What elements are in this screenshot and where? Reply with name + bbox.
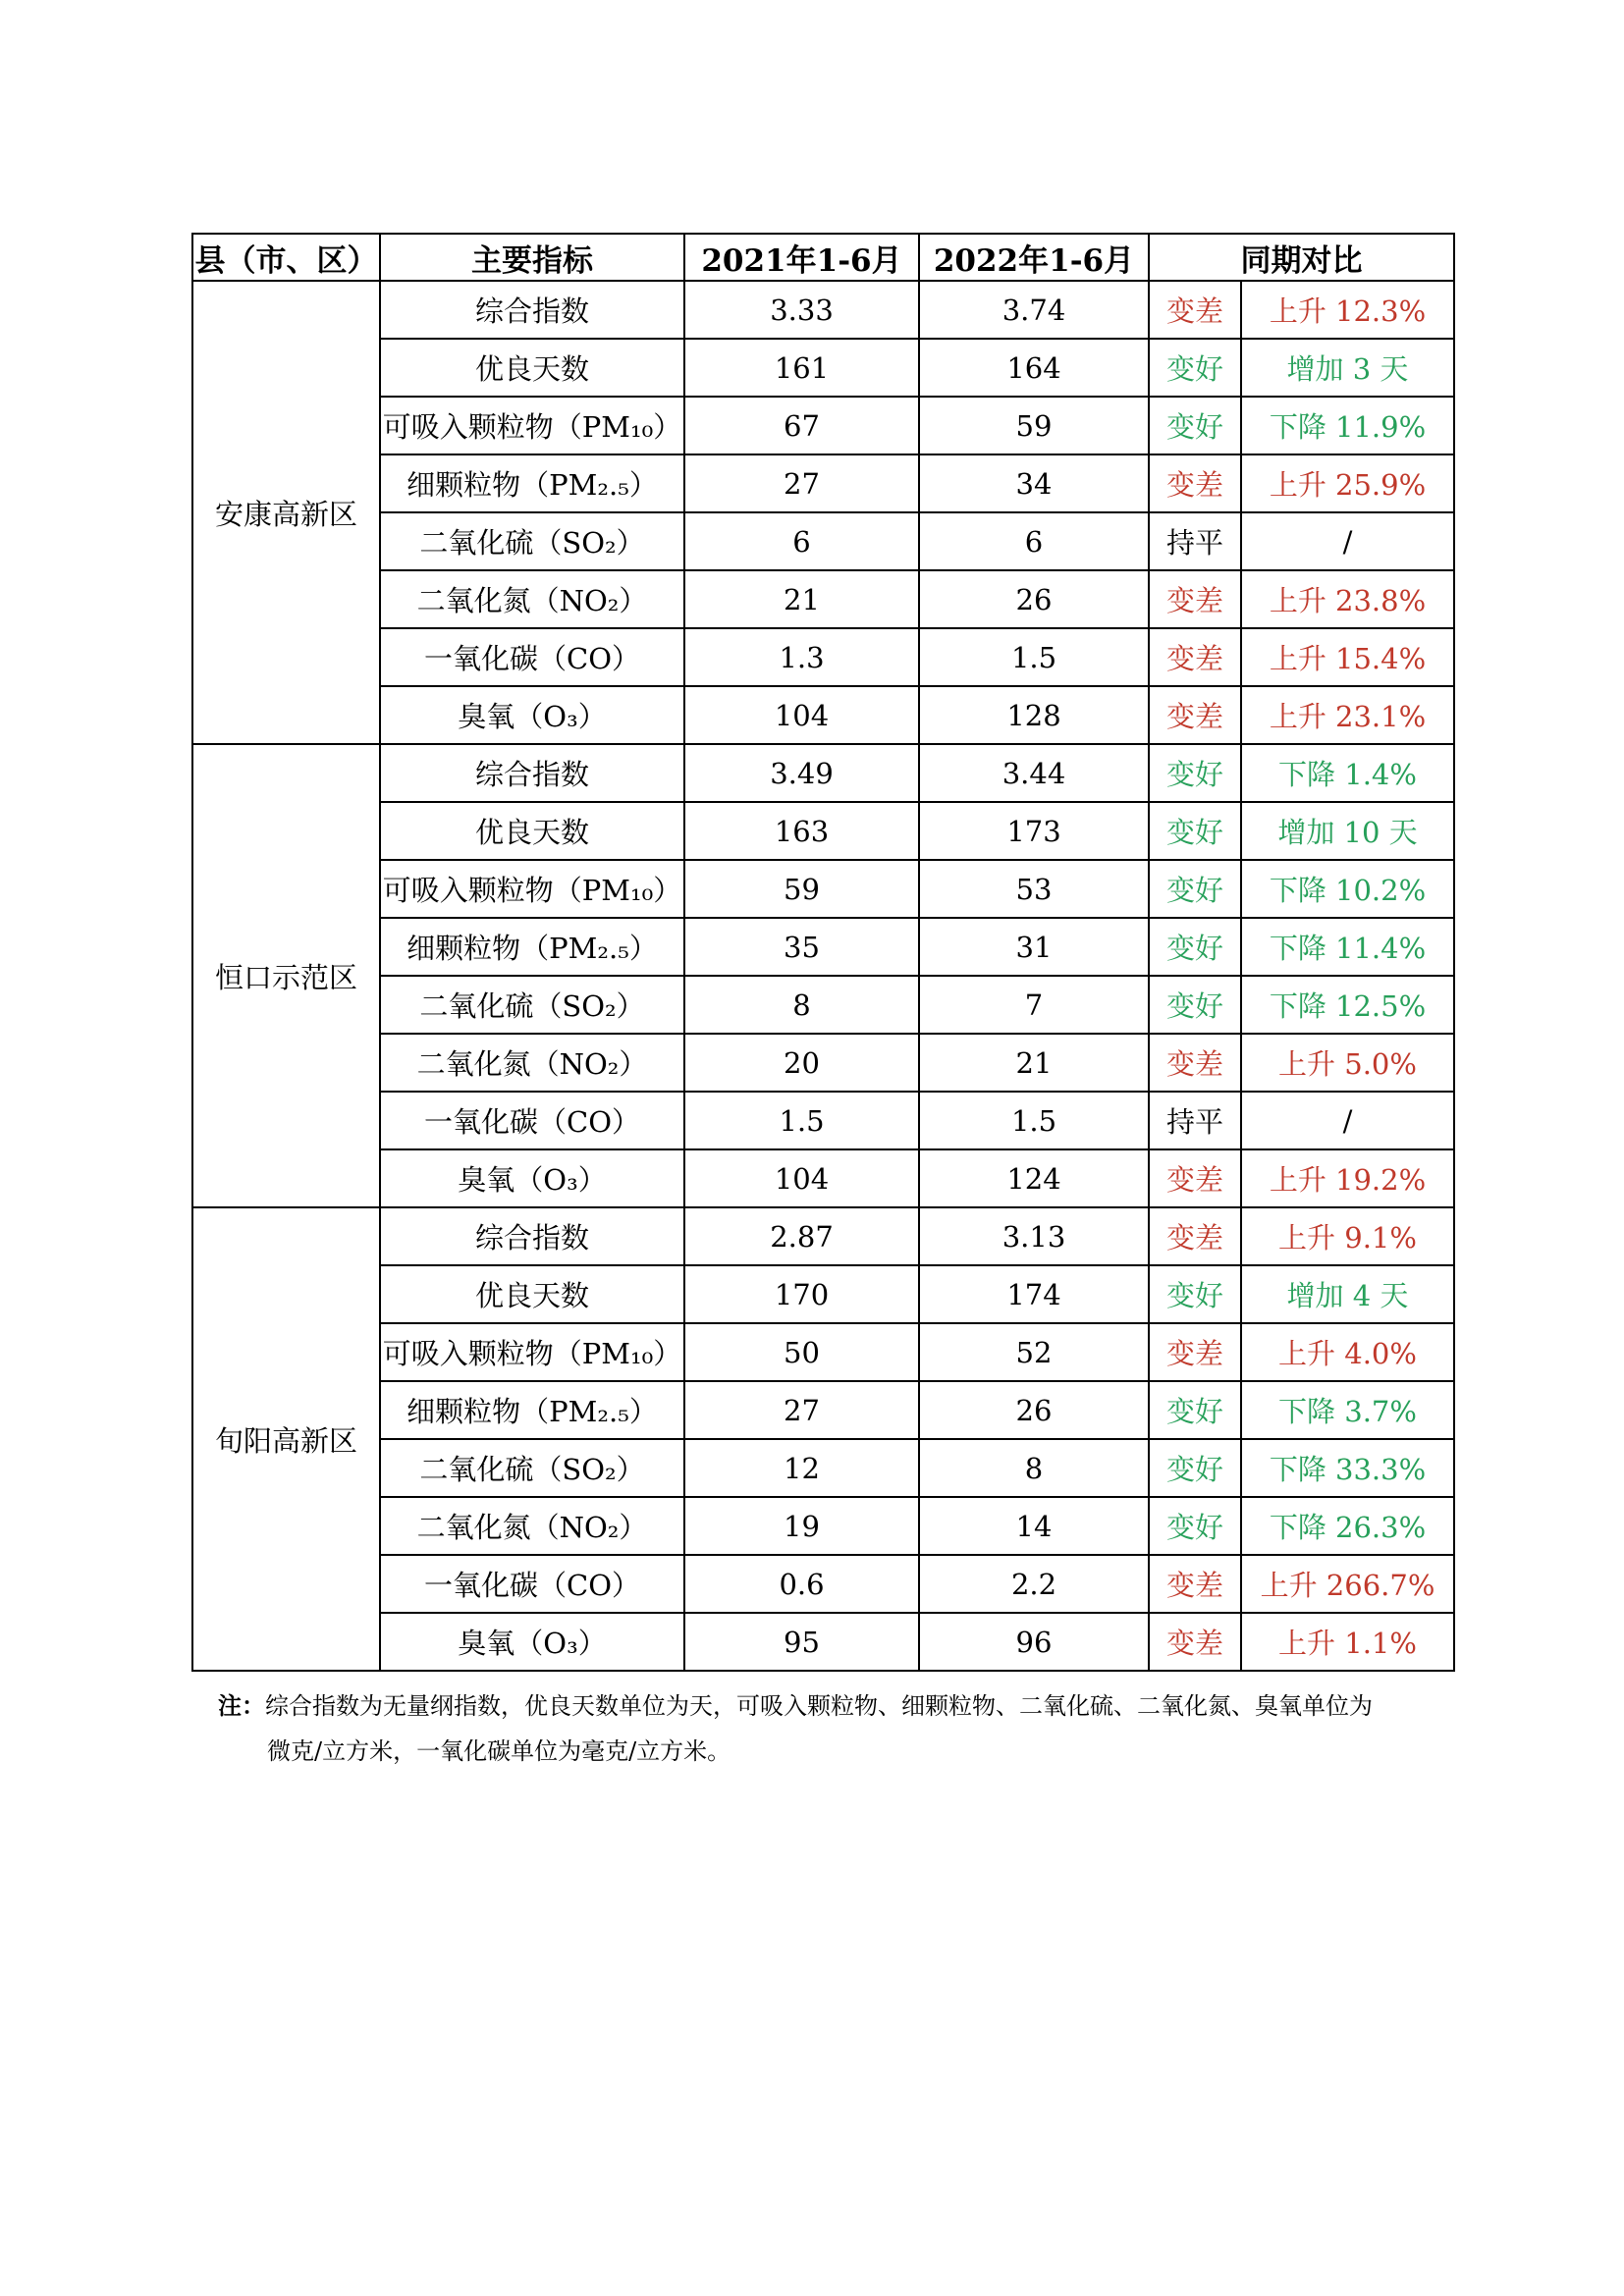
indicator-name: 细颗粒物（PM₂.₅）	[380, 1381, 684, 1439]
indicator-name: 臭氧（O₃）	[380, 1613, 684, 1671]
indicator-name: 一氧化碳（CO）	[380, 1555, 684, 1613]
value-2022: 34	[919, 454, 1149, 512]
header-comparison: 同期对比	[1149, 234, 1454, 281]
trend-label: 变差	[1149, 1323, 1241, 1381]
indicator-name: 二氧化氮（NO₂）	[380, 570, 684, 628]
region-name: 安康高新区	[192, 281, 380, 744]
trend-label: 变好	[1149, 339, 1241, 397]
header-region: 县（市、区）	[192, 234, 380, 281]
value-2022: 3.44	[919, 744, 1149, 802]
change-value: 增加 10 天	[1241, 802, 1454, 860]
footnote-line-1	[218, 1683, 1435, 1729]
trend-label: 变好	[1149, 1265, 1241, 1323]
table-row	[192, 339, 1454, 397]
change-value: 上升 23.8%	[1241, 570, 1454, 628]
trend-label: 变差	[1149, 1555, 1241, 1613]
trend-label: 变差	[1149, 1149, 1241, 1207]
value-2022: 21	[919, 1034, 1149, 1092]
trend-label: 变好	[1149, 918, 1241, 976]
indicator-name: 综合指数	[380, 281, 684, 339]
trend-label: 变差	[1149, 1034, 1241, 1092]
table-row	[192, 1149, 1454, 1207]
value-2021: 21	[684, 570, 919, 628]
indicator-name: 可吸入颗粒物（PM₁₀）	[380, 1323, 684, 1381]
value-2021: 50	[684, 1323, 919, 1381]
header-2021: 2021年1-6月	[684, 234, 919, 281]
trend-label: 变差	[1149, 570, 1241, 628]
indicator-name: 臭氧（O₃）	[380, 1149, 684, 1207]
indicator-name: 可吸入颗粒物（PM₁₀）	[380, 860, 684, 918]
trend-label: 变好	[1149, 1381, 1241, 1439]
indicator-name: 二氧化硫（SO₂）	[380, 512, 684, 570]
table-row	[192, 1323, 1454, 1381]
change-value: 上升 19.2%	[1241, 1149, 1454, 1207]
value-2021: 27	[684, 1381, 919, 1439]
trend-label: 变好	[1149, 744, 1241, 802]
table-row	[192, 860, 1454, 918]
footnote-label: 注：	[218, 1691, 265, 1720]
indicator-name: 综合指数	[380, 1207, 684, 1265]
value-2021: 2.87	[684, 1207, 919, 1265]
trend-label: 变好	[1149, 976, 1241, 1034]
change-value: 下降 3.7%	[1241, 1381, 1454, 1439]
change-value: 下降 1.4%	[1241, 744, 1454, 802]
table-row	[192, 628, 1454, 686]
table-row	[192, 1439, 1454, 1497]
indicator-name: 二氧化氮（NO₂）	[380, 1497, 684, 1555]
value-2022: 7	[919, 976, 1149, 1034]
table-row	[192, 1497, 1454, 1555]
indicator-name: 优良天数	[380, 802, 684, 860]
value-2021: 1.3	[684, 628, 919, 686]
table-row	[192, 802, 1454, 860]
value-2022: 3.74	[919, 281, 1149, 339]
change-value: 下降 12.5%	[1241, 976, 1454, 1034]
change-value: 上升 9.1%	[1241, 1207, 1454, 1265]
table-row	[192, 1381, 1454, 1439]
table-row	[192, 1092, 1454, 1149]
trend-label: 变好	[1149, 1497, 1241, 1555]
change-value: 上升 23.1%	[1241, 686, 1454, 744]
table-row	[192, 454, 1454, 512]
indicator-name: 二氧化氮（NO₂）	[380, 1034, 684, 1092]
region-name: 恒口示范区	[192, 744, 380, 1207]
change-value: 上升 1.1%	[1241, 1613, 1454, 1671]
indicator-name: 一氧化碳（CO）	[380, 628, 684, 686]
value-2021: 19	[684, 1497, 919, 1555]
trend-label: 变差	[1149, 454, 1241, 512]
table-body	[192, 281, 1454, 1671]
value-2021: 0.6	[684, 1555, 919, 1613]
indicator-name: 一氧化碳（CO）	[380, 1092, 684, 1149]
value-2021: 67	[684, 397, 919, 454]
trend-label: 变好	[1149, 802, 1241, 860]
change-value: 上升 12.3%	[1241, 281, 1454, 339]
value-2022: 128	[919, 686, 1149, 744]
table-row	[192, 1207, 1454, 1265]
change-value: 下降 33.3%	[1241, 1439, 1454, 1497]
trend-label: 变差	[1149, 1207, 1241, 1265]
value-2021: 3.49	[684, 744, 919, 802]
indicator-name: 优良天数	[380, 1265, 684, 1323]
change-value: 下降 26.3%	[1241, 1497, 1454, 1555]
trend-label: 变好	[1149, 860, 1241, 918]
value-2022: 174	[919, 1265, 1149, 1323]
value-2021: 163	[684, 802, 919, 860]
value-2022: 96	[919, 1613, 1149, 1671]
value-2022: 8	[919, 1439, 1149, 1497]
value-2021: 6	[684, 512, 919, 570]
value-2022: 1.5	[919, 1092, 1149, 1149]
change-value: 下降 11.9%	[1241, 397, 1454, 454]
table-row	[192, 976, 1454, 1034]
footnote-text-1: 综合指数为无量纲指数，优良天数单位为天，可吸入颗粒物、细颗粒物、二氧化硫、二氧化氮、臭氧单位为	[265, 1692, 1373, 1720]
table-row	[192, 281, 1454, 339]
table-row	[192, 686, 1454, 744]
value-2021: 20	[684, 1034, 919, 1092]
change-value: 上升 15.4%	[1241, 628, 1454, 686]
table-row	[192, 1555, 1454, 1613]
trend-label: 变差	[1149, 281, 1241, 339]
value-2021: 95	[684, 1613, 919, 1671]
trend-label: 持平	[1149, 512, 1241, 570]
change-value: 上升 266.7%	[1241, 1555, 1454, 1613]
footnote	[218, 1683, 1435, 1774]
value-2021: 104	[684, 686, 919, 744]
indicator-name: 臭氧（O₃）	[380, 686, 684, 744]
trend-label: 持平	[1149, 1092, 1241, 1149]
trend-label: 变好	[1149, 397, 1241, 454]
value-2021: 1.5	[684, 1092, 919, 1149]
indicator-name: 优良天数	[380, 339, 684, 397]
value-2022: 2.2	[919, 1555, 1149, 1613]
table-row	[192, 744, 1454, 802]
trend-label: 变差	[1149, 686, 1241, 744]
value-2022: 1.5	[919, 628, 1149, 686]
value-2021: 27	[684, 454, 919, 512]
value-2022: 173	[919, 802, 1149, 860]
trend-label: 变差	[1149, 1613, 1241, 1671]
value-2022: 14	[919, 1497, 1149, 1555]
value-2021: 161	[684, 339, 919, 397]
indicator-name: 二氧化硫（SO₂）	[380, 1439, 684, 1497]
header-2022: 2022年1-6月	[919, 234, 1149, 281]
value-2021: 8	[684, 976, 919, 1034]
table-row	[192, 512, 1454, 570]
value-2022: 31	[919, 918, 1149, 976]
indicator-name: 综合指数	[380, 744, 684, 802]
value-2022: 59	[919, 397, 1149, 454]
region-name: 旬阳高新区	[192, 1207, 380, 1671]
table-header-row	[192, 234, 1454, 281]
table-row	[192, 1613, 1454, 1671]
indicator-name: 二氧化硫（SO₂）	[380, 976, 684, 1034]
value-2021: 3.33	[684, 281, 919, 339]
change-value: /	[1241, 512, 1454, 570]
value-2022: 53	[919, 860, 1149, 918]
value-2022: 164	[919, 339, 1149, 397]
value-2022: 3.13	[919, 1207, 1149, 1265]
air-quality-table	[191, 233, 1455, 1672]
table-row	[192, 397, 1454, 454]
change-value: 下降 10.2%	[1241, 860, 1454, 918]
table-row	[192, 570, 1454, 628]
value-2022: 26	[919, 1381, 1149, 1439]
change-value: 下降 11.4%	[1241, 918, 1454, 976]
change-value: 增加 3 天	[1241, 339, 1454, 397]
indicator-name: 细颗粒物（PM₂.₅）	[380, 454, 684, 512]
value-2021: 104	[684, 1149, 919, 1207]
change-value: /	[1241, 1092, 1454, 1149]
table-row	[192, 1265, 1454, 1323]
value-2021: 59	[684, 860, 919, 918]
value-2022: 26	[919, 570, 1149, 628]
table-row	[192, 1034, 1454, 1092]
indicator-name: 细颗粒物（PM₂.₅）	[380, 918, 684, 976]
change-value: 上升 5.0%	[1241, 1034, 1454, 1092]
header-indicator: 主要指标	[380, 234, 684, 281]
table-row	[192, 918, 1454, 976]
trend-label: 变好	[1149, 1439, 1241, 1497]
value-2021: 170	[684, 1265, 919, 1323]
value-2022: 52	[919, 1323, 1149, 1381]
value-2021: 12	[684, 1439, 919, 1497]
value-2022: 124	[919, 1149, 1149, 1207]
trend-label: 变差	[1149, 628, 1241, 686]
value-2021: 35	[684, 918, 919, 976]
change-value: 增加 4 天	[1241, 1265, 1454, 1323]
change-value: 上升 4.0%	[1241, 1323, 1454, 1381]
change-value: 上升 25.9%	[1241, 454, 1454, 512]
value-2022: 6	[919, 512, 1149, 570]
footnote-line-2: 微克/立方米，一氧化碳单位为毫克/立方米。	[267, 1737, 731, 1765]
indicator-name: 可吸入颗粒物（PM₁₀）	[380, 397, 684, 454]
